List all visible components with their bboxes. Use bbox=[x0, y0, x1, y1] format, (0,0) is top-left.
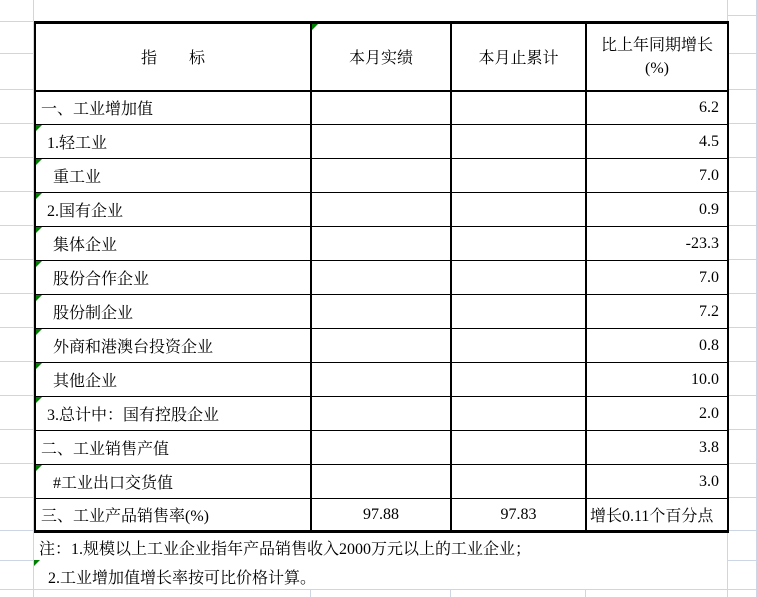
cumulative-value-cell[interactable] bbox=[451, 329, 586, 363]
gridline bbox=[0, 157, 34, 158]
cumulative-value-cell[interactable] bbox=[451, 159, 586, 193]
gridline bbox=[0, 463, 34, 464]
growth-value-cell[interactable]: 7.2 bbox=[586, 295, 728, 329]
col-header-growth-line2: (%) bbox=[645, 59, 669, 77]
gridline bbox=[0, 259, 34, 260]
error-indicator-icon bbox=[36, 397, 42, 403]
gridline bbox=[0, 560, 34, 561]
error-indicator-icon bbox=[36, 227, 42, 233]
monthly-value-cell[interactable] bbox=[311, 329, 451, 363]
table-row bbox=[35, 227, 728, 261]
col-header-cumulative[interactable]: 本月止累计 bbox=[451, 23, 586, 91]
gridline bbox=[727, 463, 757, 464]
table-row bbox=[35, 159, 728, 193]
monthly-value-cell[interactable] bbox=[311, 193, 451, 227]
growth-value-cell[interactable]: 7.0 bbox=[586, 159, 728, 193]
cumulative-value-cell[interactable] bbox=[451, 125, 586, 159]
error-indicator-icon bbox=[36, 363, 42, 369]
cumulative-value-cell[interactable] bbox=[451, 363, 586, 397]
error-indicator-icon bbox=[36, 159, 42, 165]
footnote-1[interactable]: 注：1.规模以上工业企业指年产品销售收入2000万元以上的工业企业； bbox=[39, 541, 532, 558]
growth-value-cell[interactable]: 3.8 bbox=[586, 431, 728, 465]
cumulative-value-cell[interactable]: 97.83 bbox=[451, 499, 586, 532]
col-header-indicator[interactable]: 指 标 bbox=[35, 23, 311, 91]
gridline bbox=[727, 327, 757, 328]
cumulative-value-cell[interactable] bbox=[451, 397, 586, 431]
industry-statistics-table bbox=[34, 21, 729, 533]
table-row bbox=[35, 465, 728, 499]
gridline bbox=[727, 293, 757, 294]
col-header-monthly[interactable] bbox=[311, 23, 451, 91]
cumulative-value-cell[interactable] bbox=[451, 91, 586, 125]
growth-value-cell[interactable]: -23.3 bbox=[586, 227, 728, 261]
gridline bbox=[727, 395, 757, 396]
col-header-growth[interactable] bbox=[586, 23, 728, 91]
table-row bbox=[35, 397, 728, 431]
gridline bbox=[727, 259, 757, 260]
table-row bbox=[35, 499, 728, 532]
monthly-value-cell[interactable]: 97.88 bbox=[311, 499, 451, 532]
gridline bbox=[727, 123, 757, 124]
indicator-cell[interactable]: 集体企业 bbox=[35, 227, 311, 261]
header-row bbox=[35, 23, 728, 91]
gridline bbox=[727, 225, 757, 226]
monthly-value-cell[interactable] bbox=[311, 363, 451, 397]
indicator-cell[interactable]: 外商和港澳台投资企业 bbox=[35, 329, 311, 363]
indicator-cell[interactable]: 股份制企业 bbox=[35, 295, 311, 329]
table-row bbox=[35, 261, 728, 295]
indicator-cell[interactable]: 3.总计中：国有控股企业 bbox=[35, 397, 311, 431]
monthly-value-cell[interactable] bbox=[311, 431, 451, 465]
indicator-cell[interactable]: 重工业 bbox=[35, 159, 311, 193]
growth-value-cell[interactable]: 4.5 bbox=[586, 125, 728, 159]
col-header-growth-line1: 比上年同期增长 bbox=[600, 36, 713, 54]
gridline bbox=[0, 123, 34, 124]
gridline bbox=[0, 293, 34, 294]
gridline bbox=[0, 21, 34, 22]
monthly-value-cell[interactable] bbox=[311, 295, 451, 329]
growth-value-cell[interactable]: 6.2 bbox=[586, 91, 728, 125]
indicator-cell[interactable]: #工业出口交货值 bbox=[35, 465, 311, 499]
gridline bbox=[450, 589, 451, 597]
gridline bbox=[0, 497, 34, 498]
growth-value-cell[interactable]: 3.0 bbox=[586, 465, 728, 499]
error-indicator-icon bbox=[312, 24, 318, 30]
error-indicator-icon bbox=[34, 560, 40, 566]
gridline bbox=[0, 225, 34, 226]
growth-value-cell[interactable]: 7.0 bbox=[586, 261, 728, 295]
indicator-cell[interactable]: 股份合作企业 bbox=[35, 261, 311, 295]
cumulative-value-cell[interactable] bbox=[451, 465, 586, 499]
gridline bbox=[0, 89, 34, 90]
monthly-value-cell[interactable] bbox=[311, 227, 451, 261]
error-indicator-icon bbox=[36, 193, 42, 199]
gridline bbox=[310, 589, 311, 597]
growth-value-cell[interactable]: 增长0.11个百分点 bbox=[586, 499, 728, 532]
gridline bbox=[0, 530, 34, 531]
growth-value-cell[interactable]: 0.8 bbox=[586, 329, 728, 363]
growth-value-cell[interactable]: 10.0 bbox=[586, 363, 728, 397]
monthly-value-cell[interactable] bbox=[311, 159, 451, 193]
gridline bbox=[0, 191, 34, 192]
gridline bbox=[727, 530, 757, 531]
indicator-cell[interactable]: 2.国有企业 bbox=[35, 193, 311, 227]
error-indicator-icon bbox=[36, 295, 42, 301]
growth-value-cell[interactable]: 0.9 bbox=[586, 193, 728, 227]
table-row bbox=[35, 125, 728, 159]
monthly-value-cell[interactable] bbox=[311, 261, 451, 295]
error-indicator-icon bbox=[36, 465, 42, 471]
gridline bbox=[0, 395, 34, 396]
gridline bbox=[727, 560, 757, 561]
gridline bbox=[0, 327, 34, 328]
monthly-value-cell[interactable] bbox=[311, 91, 451, 125]
cumulative-value-cell[interactable] bbox=[451, 295, 586, 329]
gridline bbox=[727, 157, 757, 158]
gridline bbox=[727, 361, 757, 362]
gridline bbox=[585, 589, 586, 597]
table-row bbox=[35, 363, 728, 397]
indicator-cell[interactable]: 二、工业销售产值 bbox=[35, 431, 311, 465]
error-indicator-icon bbox=[36, 261, 42, 267]
table-row bbox=[35, 431, 728, 465]
monthly-value-cell[interactable] bbox=[311, 465, 451, 499]
gridline bbox=[727, 497, 757, 498]
monthly-value-cell[interactable] bbox=[311, 397, 451, 431]
gridline bbox=[727, 53, 757, 54]
table-row bbox=[35, 91, 728, 125]
indicator-cell[interactable]: 三、工业产品销售率(%) bbox=[35, 499, 311, 532]
gridline bbox=[727, 191, 757, 192]
footnote-2[interactable]: 2.工业增加值增长率按可比价格计算。 bbox=[48, 570, 317, 587]
indicator-cell[interactable]: 一、工业增加值 bbox=[35, 91, 311, 125]
growth-value-cell[interactable]: 2.0 bbox=[586, 397, 728, 431]
gridline bbox=[727, 429, 757, 430]
cumulative-value-cell[interactable] bbox=[451, 431, 586, 465]
monthly-value-cell[interactable] bbox=[311, 125, 451, 159]
table-row bbox=[35, 193, 728, 227]
gridline bbox=[0, 361, 34, 362]
cumulative-value-cell[interactable] bbox=[451, 193, 586, 227]
gridline bbox=[0, 429, 34, 430]
indicator-cell[interactable]: 其他企业 bbox=[35, 363, 311, 397]
cumulative-value-cell[interactable] bbox=[451, 261, 586, 295]
cumulative-value-cell[interactable] bbox=[451, 227, 586, 261]
col-header-monthly-label: 本月实绩 bbox=[348, 50, 413, 68]
indicator-cell[interactable]: 1.轻工业 bbox=[35, 125, 311, 159]
gridline bbox=[727, 15, 757, 16]
table-row bbox=[35, 329, 728, 363]
gridline bbox=[0, 53, 34, 54]
table-row bbox=[35, 295, 728, 329]
gridline bbox=[0, 589, 757, 590]
error-indicator-icon bbox=[36, 329, 42, 335]
gridline bbox=[727, 89, 757, 90]
error-indicator-icon bbox=[36, 125, 42, 131]
